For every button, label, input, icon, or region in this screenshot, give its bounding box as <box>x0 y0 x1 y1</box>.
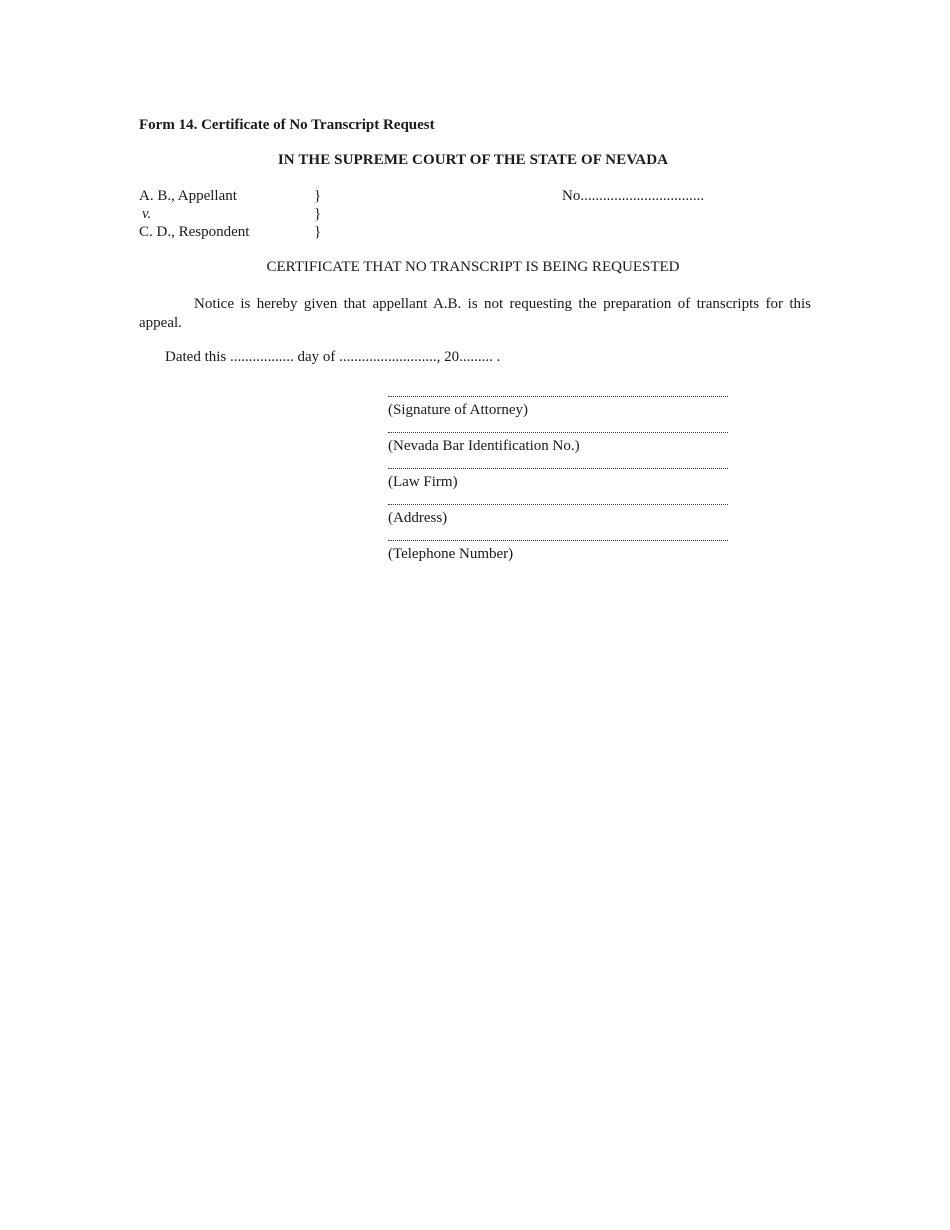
caption-brace: } <box>314 188 322 204</box>
certificate-heading-text: CERTIFICATE THAT NO TRANSCRIPT IS BEING REQUESTED <box>266 259 680 275</box>
law-firm-label: (Law Firm) <box>388 474 458 490</box>
dated-line: Dated this ................. day of .........................., 20......... . <box>165 349 501 365</box>
bar-id-label: (Nevada Bar Identification No.) <box>388 438 580 454</box>
appellant-name: A. B., Appellant <box>139 188 237 204</box>
certificate-heading <box>0 259 950 276</box>
case-number: No................................. <box>562 188 705 204</box>
caption-brace: } <box>314 224 322 240</box>
signature-line <box>388 392 728 397</box>
court-title-text: IN THE SUPREME COURT OF THE STATE OF NEVADA <box>277 152 669 168</box>
signature-label: (Signature of Attorney) <box>388 402 528 418</box>
telephone-label: (Telephone Number) <box>388 546 514 562</box>
court-title <box>0 152 950 169</box>
caption-brace: } <box>314 206 322 222</box>
bar-id-line <box>388 428 728 433</box>
address-label: (Address) <box>388 510 448 526</box>
telephone-line <box>388 536 728 541</box>
law-firm-line <box>388 464 728 469</box>
form-title: Form 14. Certificate of No Transcript Request <box>139 117 435 133</box>
notice-paragraph: Notice is hereby given that appellant A.B. is not requesting the preparation of transcripts for this appeal. <box>139 296 811 331</box>
address-line <box>388 500 728 505</box>
versus-label: v. <box>142 206 152 222</box>
respondent-name: C. D., Respondent <box>139 224 250 240</box>
